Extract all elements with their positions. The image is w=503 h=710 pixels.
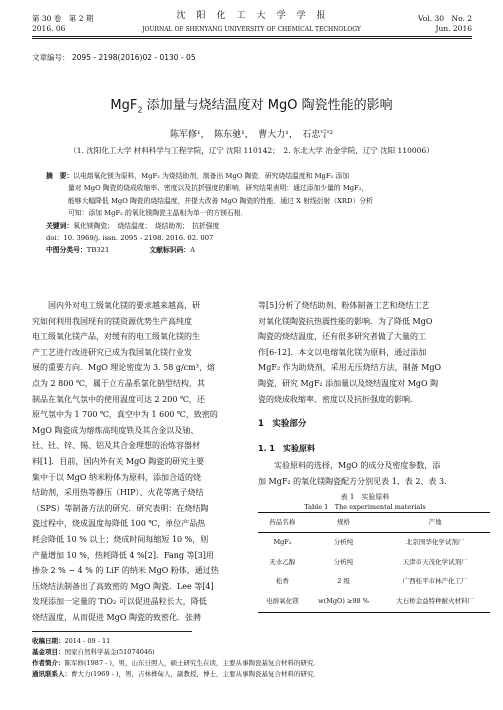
section-heading-1: 1 实验部分 <box>258 419 307 430</box>
text-line: 展的重要方向．MgO 理论密度为 3. 58 g/cm³，熔 <box>32 363 215 373</box>
table-row <box>258 533 490 553</box>
abstract-line-1: 摘 要：以电熔氧化镁为原料，MgF₂ 为烧结助剂，制备出 MgO 陶瓷．研究烧结温度和 MgF₂ 添加 <box>46 172 350 180</box>
table-cell: 北京国华化学试剂厂 <box>405 538 465 547</box>
abstract-line-4: 可知：添加 MgF₂ 的氧化镁陶瓷主晶相为单一的方镁石相． <box>68 209 248 218</box>
author-bio: 作者简介：陈军修(1987 - )，男，山东日照人，硕士研究生在读，主要从事陶瓷基复合材料的研究． <box>32 659 320 667</box>
keywords-label: 关键词： <box>46 221 74 230</box>
text-line: 钍、钍、锌、锡、铝及其合金理想的冶炼容器材 <box>32 441 200 451</box>
header-date: 2016. 06 <box>32 24 66 33</box>
section-heading-1-1: 1. 1 实验原料 <box>258 443 315 453</box>
text-line: 掺杂 2 % ~ 4 % 的 LiF 的纳米 MgO 粉体，通过热 <box>32 566 219 576</box>
text-line: 烧结温度，从而促进 MgO 陶瓷的致密化．张骋 <box>32 612 201 622</box>
article-number: 文章编号： 2095 - 2198(2016)02 - 0130 - 05 <box>32 53 196 62</box>
text-line: 瓷过程中，烧成温度每降低 100 ℃，单位产品热 <box>32 519 206 529</box>
table1-caption-cn: 表 1 实验原料 <box>340 492 390 501</box>
text-line: 压烧结法制备出了高致密的 MgO 陶瓷．Lee 等[4] <box>32 581 214 591</box>
abstract-line-2: 量对 MgO 陶瓷的烧成收缩率、密度以及抗折强度的影响．研究结果表明：通过添加少量的 MgF₂， <box>68 184 369 193</box>
fund: 基金项目：国家自然科学基金(51074046) <box>32 648 155 656</box>
abstract <box>46 170 461 257</box>
table1-header: 规格 <box>307 512 380 533</box>
text-line: 结助剂，采用热等静压（HIP）、火花等离子烧结 <box>32 488 204 498</box>
text-line: 等[5]分析了烧结助剂、粉体制备工艺和烧结工艺 <box>258 301 430 310</box>
table1-header: 药品名称 <box>258 512 307 533</box>
text-line: 发现添加一定量的 TiO₂ 可以促进晶粒长大，降低 <box>32 597 207 607</box>
text-line: 电工级氧化镁产品，对缓有的电工级氧化镁的生 <box>32 332 200 342</box>
footnotes <box>32 636 472 680</box>
title-prefix: MgF <box>110 98 138 113</box>
table1 <box>258 512 490 613</box>
table-cell: 分析纯 <box>333 538 354 547</box>
right-column <box>258 298 475 613</box>
header-volume: 第 30 卷 第 2 期 <box>32 14 94 23</box>
text-line: 制品在氧化气氛中的使用温度可达 2 200 ℃，还 <box>32 394 205 404</box>
authors: 陈军修¹， 陈东驰¹， 曹大力¹， 石忠宁² <box>170 130 333 140</box>
text-line: 陶瓷，研究 MgF₂ 添加量以及烧结温度对 MgO 陶 <box>258 378 439 388</box>
header-date-en: Jun. 2016 <box>435 24 472 33</box>
received: 收稿日期：2014 - 09 - 11 <box>32 637 111 645</box>
text-line: 究如何利用我国现有的镁资源优势生产高纯度 <box>32 316 192 326</box>
doi: doi：10. 3969/j. issn. 2095 - 2198. 2016. 02. 007 <box>46 234 214 243</box>
table-cell: w(MgO) ≥98 % <box>307 592 380 612</box>
abstract-label: 摘 要： <box>46 172 74 180</box>
title-sub: 2 <box>137 105 143 115</box>
text-line: 陶瓷的烧结温度，还有很多研究者做了大量的工 <box>258 332 426 342</box>
table-cell: 电熔氧化镁 <box>258 592 307 612</box>
title-rest: 添加量与烧结温度对 MgO 陶瓷性能的影响 <box>142 98 393 113</box>
table1-header: 产地 <box>380 512 490 533</box>
table-cell: 天津市天茂化学试剂厂 <box>402 557 468 566</box>
text-line: （SPS）等制备方法的研究．研究表明：在烧结陶 <box>32 503 209 513</box>
text-line: MgO 陶瓷成为熔炼高纯度铁及其合金以及铀、 <box>32 425 199 435</box>
text-line: 产量增加 10 %，热耗降低 4 %[2]．Fang 等[3]用 <box>32 550 214 560</box>
table-cell: 大石桥金益特种耐火材料厂 <box>380 592 490 612</box>
table-row <box>258 553 490 573</box>
table-cell: 分析纯 <box>333 557 354 566</box>
text-line: 国内外对电工级氧化镁的要求越来越高，研 <box>48 301 200 310</box>
text-line: 对氧化镁陶瓷抗热震性能的影响．为了降低 MgO <box>258 316 433 326</box>
text-line: 瓷的烧成收缩率、密度以及抗折强度的影响． <box>258 394 418 404</box>
affiliation: （1. 沈阳化工大学 材料科学与工程学院，辽宁 沈阳 110142； 2. 东北大学 冶金学院，辽宁 沈阳 110006） <box>69 146 434 155</box>
table-cell: 松香 <box>275 577 289 586</box>
text-line: MgF₂ 作为助烧剂，采用无压烧结方法，制备 MgO <box>258 363 442 373</box>
table-row <box>258 572 490 592</box>
text-line: 作[6-12]．本文以电熔氧化镁为原料，通过添加 <box>258 347 427 357</box>
table-cell: MgF₂ <box>273 538 292 547</box>
header-journal-en: JOURNAL OF SHENYANG UNIVERSITY OF CHEMICAL TECHNOLOGY <box>142 26 361 33</box>
text-line: 加 MgF₂ 的氧化镁陶瓷配方分别见表 1、表 2、表 3. <box>258 476 447 486</box>
footnote-rule <box>32 631 192 632</box>
header-rule <box>32 36 472 37</box>
text-line: 原气氛中为 1 700 ℃，真空中为 1 600 ℃，致密的 <box>32 410 218 420</box>
text-line: 料[1]．目前，国内外有关 MgO 陶瓷的研究主要 <box>32 456 205 466</box>
text-line: 实验原料的选择，MgO 的成分及密度参数，添 <box>274 461 441 471</box>
table-cell: 2 级 <box>337 577 350 586</box>
table-row <box>258 592 490 612</box>
header-rule-thin <box>32 38 472 39</box>
header-volume-en: Vol. 30 No. 2 <box>418 14 472 23</box>
paper-title <box>0 94 503 115</box>
text-line: 耗会降低 10 % 以上；烧成时间每缩短 10 %，则 <box>32 534 209 544</box>
abstract-line-3: 能够大幅降低 MgO 陶瓷的烧结温度，并提大改善 MgO 陶瓷的性能．通过 X 射线衍射（XRD）分析 <box>68 196 373 205</box>
text-line: 点为 2 800 ℃，属于立方晶系氯化钠型结构，其 <box>32 378 205 388</box>
keywords: 关键词：氧化镁陶瓷； 烧结温度； 烧结助剂； 抗折强度 <box>46 221 220 230</box>
contact: 通讯联系人：曹大力(1969 - )，男，吉林桦甸人，副教授，博士，主要从事陶瓷基复合材料的研究． <box>32 670 320 678</box>
text-line: 产工艺进行改进研究已成为我国氧化镁行业发 <box>32 347 192 357</box>
header-journal-cn: 沈 阳 化 工 大 学 学 报 <box>176 11 327 21</box>
classification: 中图分类号：TB321 文献标识码：A <box>46 246 195 255</box>
table-cell: 广西桂平市林产化工厂 <box>402 577 468 586</box>
table1-caption-en: Table 1 The experimental materials <box>304 502 426 511</box>
text-line: 集中于以 MgO 纳米粉体为原料，添加合适的烧 <box>32 472 201 482</box>
left-column <box>32 298 250 625</box>
table-cell: 无水乙醇 <box>269 557 296 566</box>
